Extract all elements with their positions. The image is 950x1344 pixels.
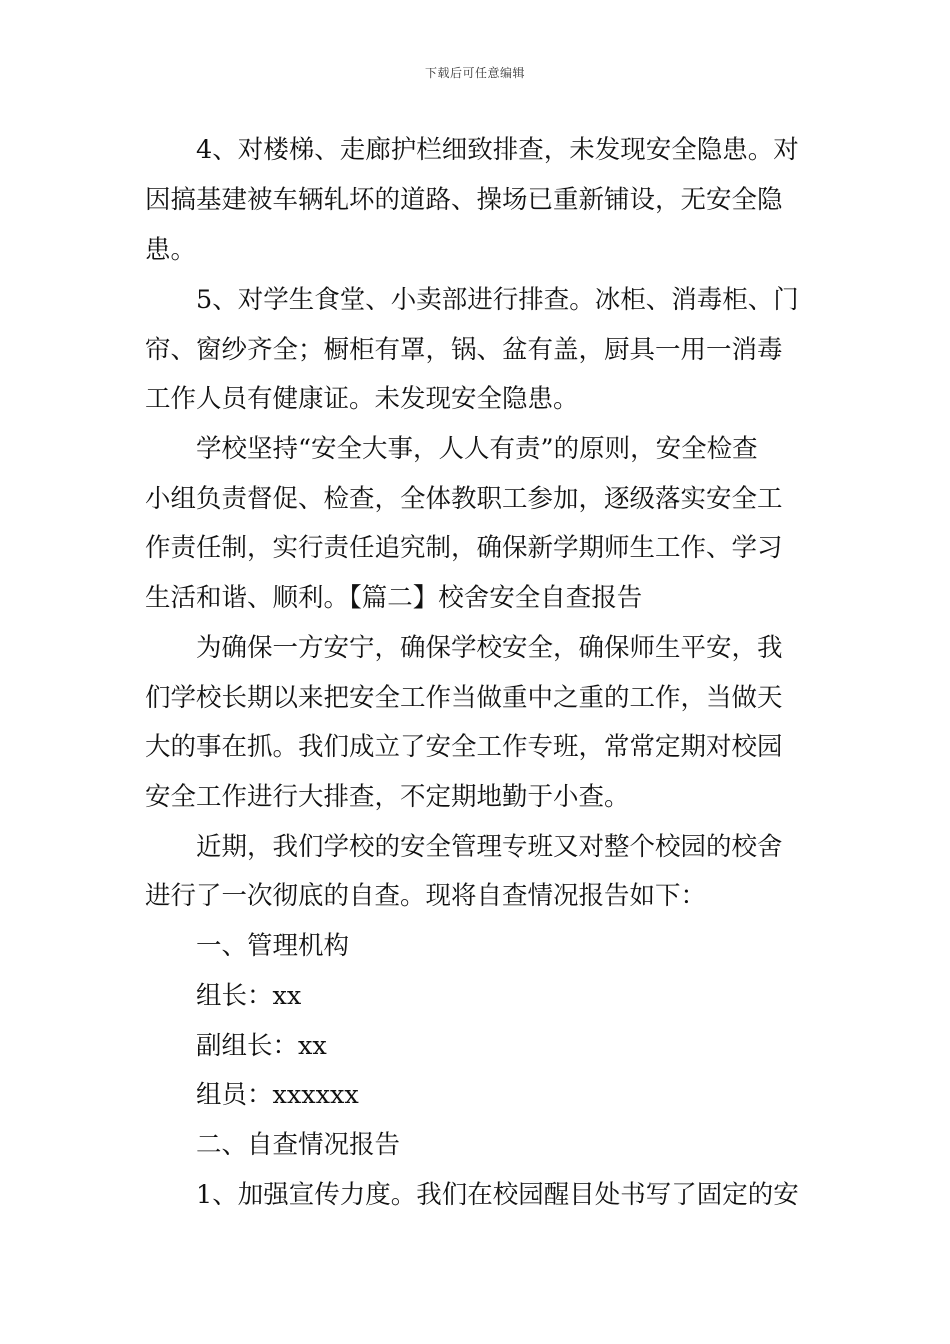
paragraph-line: 们学校长期以来把安全工作当做重中之重的工作，当做天 [145, 683, 783, 713]
paragraph-line: 作责任制，实行责任追究制，确保新学期师生工作、学习 [145, 533, 783, 563]
paragraph-line: 4、对楼梯、走廊护栏细致排查，未发现安全隐患。对 [196, 135, 799, 165]
paragraph-line: 5、对学生食堂、小卖部进行排查。冰柜、消毒柜、门 [196, 285, 799, 315]
paragraph-line: 因搞基建被车辆轧坏的道路、操场已重新铺设，无安全隐 [145, 185, 783, 215]
paragraph-line: 生活和谐、顺利。【篇二】校舍安全自查报告 [145, 583, 643, 613]
paragraph-line: 近期，我们学校的安全管理专班又对整个校园的校舍 [196, 832, 783, 862]
paragraph-line: 小组负责督促、检查，全体教职工参加，逐级落实安全工 [145, 484, 783, 514]
page-header: 下载后可任意编辑 [424, 66, 525, 80]
paragraph-line: 大的事在抓。我们成立了安全工作专班，常常定期对校园 [145, 732, 783, 762]
paragraph-line: 帘、窗纱齐全；橱柜有罩，锅、盆有盖，厨具一用一消毒 [145, 335, 783, 365]
paragraph-line: 为确保一方安宁，确保学校安全，确保师生平安，我 [196, 633, 783, 663]
paragraph-line: 学校坚持“安全大事，人人有责”的原则，安全检查 [196, 434, 758, 464]
paragraph-line: 组长：xx [196, 981, 302, 1011]
paragraph-line: 副组长：xx [196, 1031, 327, 1061]
section-heading: 二、自查情况报告 [196, 1130, 401, 1160]
paragraph-line: 患。 [145, 235, 197, 265]
section-heading: 一、管理机构 [196, 931, 350, 961]
paragraph-line: 工作人员有健康证。未发现安全隐患。 [145, 384, 579, 414]
paragraph-line: 安全工作进行大排查，不定期地勤于小查。 [145, 782, 630, 812]
paragraph-line: 进行了一次彻底的自查。现将自查情况报告如下： [145, 881, 707, 911]
paragraph-line: 1、加强宣传力度。我们在校园醒目处书写了固定的安 [196, 1180, 799, 1210]
paragraph-line: 组员：xxxxxx [196, 1080, 359, 1110]
